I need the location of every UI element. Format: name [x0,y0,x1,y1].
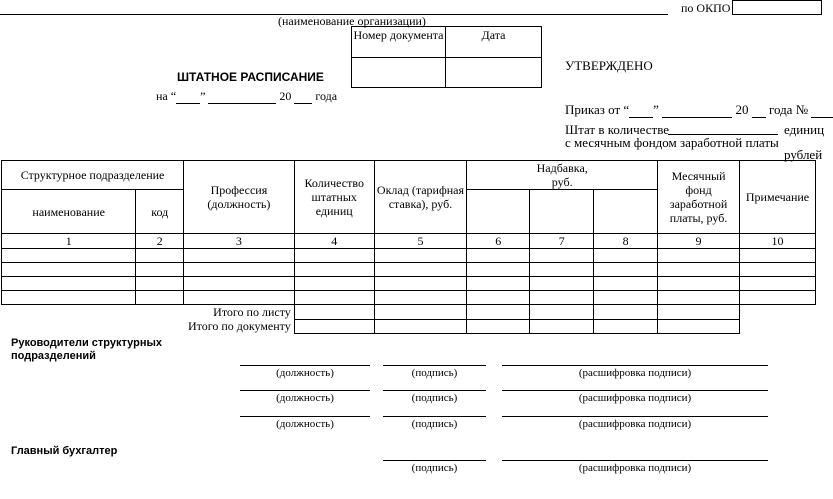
table-cell[interactable] [658,277,740,291]
order-number-sign: года № [768,102,809,117]
order-year-field[interactable] [752,105,766,118]
table-cell[interactable] [184,277,295,291]
signature-line[interactable] [383,416,486,417]
year-word: года [315,89,338,103]
table-row [2,291,816,305]
total-sheet-cell[interactable] [467,305,530,320]
table-cell[interactable] [184,249,295,263]
position-caption: (должность) [276,418,334,430]
heads-title-line1: Руководители структурных [11,337,162,349]
table-cell[interactable] [594,291,658,305]
table-cell[interactable] [2,263,136,277]
table-row [2,263,816,277]
decoding-caption: (расшифровка подписи) [578,367,692,379]
col-number: 8 [594,234,658,249]
order-year-prefix: 20 [735,102,749,117]
profession-header: Профессия (должность) [184,161,295,234]
table-row [2,249,816,263]
fund-header: Месячный фонд заработной платы, руб. [658,161,740,234]
schedule-month-field[interactable] [208,91,276,104]
table-cell[interactable] [467,263,530,277]
count-header: Количество штатных единиц [294,161,374,234]
schedule-year-field[interactable] [294,91,312,104]
total-doc-cell[interactable] [530,319,594,333]
col-number: 2 [136,234,184,249]
bonus-sub-2 [530,190,594,234]
org-caption: (наименование организации) [278,14,426,28]
total-sheet-cell[interactable] [658,305,740,320]
col-number: 5 [374,234,467,249]
table-cell[interactable] [294,277,374,291]
on-prefix: на “ [156,89,177,103]
table-cell[interactable] [658,263,740,277]
total-sheet-cell[interactable] [374,305,467,320]
signature-line[interactable] [383,365,486,366]
table-cell[interactable] [294,249,374,263]
salary-header: Оклад (тарифная ставка), руб. [374,161,467,234]
table-cell[interactable] [184,263,295,277]
decoding-line[interactable] [502,416,768,417]
table-cell[interactable] [136,291,184,305]
table-cell[interactable] [530,277,594,291]
schedule-date-line [156,89,337,104]
table-row [2,277,816,291]
chief-decoding-line[interactable] [502,460,768,461]
total-sheet-label: Итого по листу [213,305,291,319]
table-cell[interactable] [467,249,530,263]
table-cell[interactable] [530,263,594,277]
table-cell[interactable] [740,263,816,277]
table-cell[interactable] [136,277,184,291]
position-caption: (должность) [276,367,334,379]
chief-decoding-caption: (расшифровка подписи) [578,462,692,474]
signature-caption: (подпись) [411,418,458,430]
table-cell[interactable] [467,291,530,305]
okpo-label: по ОКПО [681,1,731,15]
col-number: 7 [530,234,594,249]
page-title: ШТАТНОЕ РАСПИСАНИЕ [177,70,324,84]
total-doc-empty [740,319,816,333]
approved-label: УТВЕРЖДЕНО [565,58,653,73]
col-number: 1 [2,234,136,249]
staffing-table [1,160,816,334]
total-doc-cell[interactable] [594,319,658,333]
table-cell[interactable] [658,291,740,305]
monthly-fund-label: с месячным фондом заработной платы [565,135,779,150]
unit-code-header: код [136,190,184,234]
chief-signature-caption: (подпись) [411,462,458,474]
decoding-line[interactable] [502,390,768,391]
table-cell[interactable] [594,277,658,291]
struct-unit-header: Структурное подразделение [2,161,184,190]
date-field[interactable] [446,58,542,88]
col-number: 3 [184,234,295,249]
table-cell[interactable] [294,291,374,305]
table-cell[interactable] [2,291,136,305]
table-cell[interactable] [740,249,816,263]
order-quote-close: ” [653,102,659,117]
total-sheet-empty [740,305,816,320]
signature-caption: (подпись) [411,367,458,379]
okpo-field[interactable] [732,0,822,15]
table-cell[interactable] [2,277,136,291]
decoding-line[interactable] [502,365,768,366]
col-number: 4 [294,234,374,249]
table-cell[interactable] [374,249,467,263]
total-doc-cell[interactable] [294,319,374,333]
table-cell[interactable] [740,277,816,291]
table-cell[interactable] [740,291,816,305]
position-line[interactable] [240,365,370,366]
table-cell[interactable] [530,291,594,305]
col-number: 6 [467,234,530,249]
position-caption: (должность) [276,392,334,404]
table-cell[interactable] [594,249,658,263]
decoding-caption: (расшифровка подписи) [578,392,692,404]
staff-count-label: Штат в количестве [565,122,670,137]
col-number: 10 [740,234,816,249]
quote-close: ” [200,89,206,103]
table-cell[interactable] [136,249,184,263]
chief-accountant-title: Главный бухгалтер [11,445,118,457]
heads-title-line2: подразделений [11,350,96,362]
signature-caption: (подпись) [411,392,458,404]
table-cell[interactable] [374,263,467,277]
table-cell[interactable] [2,249,136,263]
total-doc-cell[interactable] [467,319,530,333]
year-prefix: 20 [279,89,292,103]
doc-number-field[interactable] [352,58,446,88]
unit-name-header: наименование [2,190,136,234]
decoding-caption: (расшифровка подписи) [578,418,692,430]
position-line[interactable] [240,390,370,391]
total-sheet-cell[interactable] [594,305,658,320]
table-cell[interactable] [594,263,658,277]
chief-signature-line[interactable] [383,460,486,461]
doc-number-header: Номер документа [352,27,446,58]
order-line [565,102,833,118]
table-cell[interactable] [136,263,184,277]
signature-line[interactable] [383,390,486,391]
position-line[interactable] [240,416,370,417]
col-number: 9 [658,234,740,249]
schedule-day-field[interactable] [176,91,200,104]
date-header: Дата [446,27,542,58]
order-day-field[interactable] [629,105,653,118]
total-sheet-cell[interactable] [294,305,374,320]
total-sheet-cell[interactable] [530,305,594,320]
bonus-header: Надбавка, руб. [467,161,658,190]
table-cell[interactable] [374,277,467,291]
table-cell[interactable] [467,277,530,291]
table-cell[interactable] [294,263,374,277]
table-cell[interactable] [658,249,740,263]
order-number-field[interactable] [811,105,833,118]
doc-number-date-box [351,26,542,88]
column-numbers-row [2,234,816,249]
rubles-label: рублей [784,147,823,162]
total-sheet-row [2,305,816,320]
note-header: Примечание [740,161,816,234]
table-cell[interactable] [184,291,295,305]
heads-title [11,337,162,363]
total-doc-label: Итого по документу [187,319,291,333]
total-doc-cell[interactable] [658,319,740,333]
table-cell[interactable] [530,249,594,263]
total-doc-row [2,319,816,333]
bonus-sub-1 [467,190,530,234]
order-prefix: Приказ от “ [565,102,630,117]
table-cell[interactable] [374,291,467,305]
order-month-field[interactable] [662,105,732,118]
units-label: единиц [784,122,825,137]
bonus-sub-3 [594,190,658,234]
total-doc-cell[interactable] [374,319,467,333]
